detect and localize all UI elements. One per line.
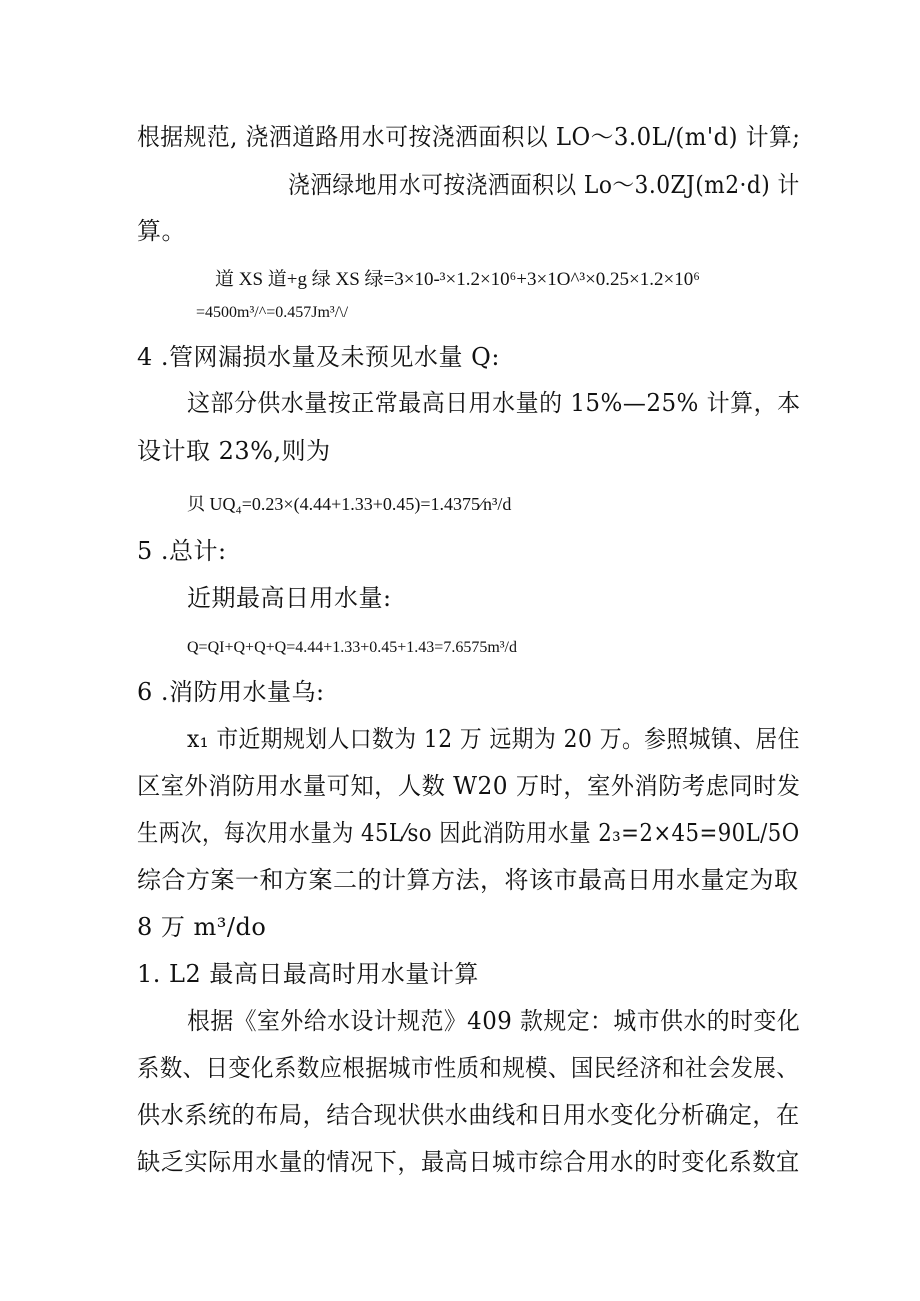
text-line: 生两次，每次用水量为 45L⁄so 因此消防用水量 2₃=2×45=90L/5O	[137, 819, 800, 847]
text-line: 算。	[137, 217, 186, 245]
section-heading: 6 .消防用水量乌:	[137, 678, 325, 706]
text-line: 设计取 23%,则为	[137, 437, 331, 465]
text-line: x₁ 市近期规划人口数为 12 万 远期为 20 万。参照城镇、居住	[187, 725, 800, 753]
text-line: 缺乏实际用水量的情况下，最高日城市综合用水的时变化系数宜	[137, 1148, 800, 1176]
formula-line: 道 XS 道+g 绿 XS 绿=3×10-³×1.2×10⁶+3×1O^³×0.25×1.2×10⁶	[215, 269, 700, 290]
section-heading: 4 .管网漏损水量及未预见水量 Q:	[137, 343, 500, 371]
text-line: 近期最高日用水量:	[187, 584, 392, 612]
text-line: 供水系统的布局，结合现状供水曲线和日用水变化分析确定，在	[137, 1101, 800, 1129]
section-heading: 5 .总计:	[137, 537, 227, 565]
formula-line: Q=QI+Q+Q+Q=4.44+1.33+0.45+1.43=7.6575m³/d	[187, 639, 517, 656]
text-line: 系数、日变化系数应根据城市性质和规模、国民经济和社会发展、	[137, 1054, 800, 1082]
text-line: 这部分供水量按正常最高日用水量的 15%—25% 计算，本	[187, 389, 801, 417]
text-line: 浇洒绿地用水可按浇洒面积以 Lo～3.0ZJ(m2·d) 计	[288, 171, 800, 199]
text-line: 根据规范, 浇洒道路用水可按浇洒面积以 LO～3.0L/(m'd) 计算;	[137, 123, 801, 151]
text-line: 根据《室外给水设计规范》409 款规定：城市供水的时变化	[187, 1007, 801, 1035]
text-line: 8 万 m³/do	[137, 913, 267, 941]
text-line: 综合方案一和方案二的计算方法，将该市最高日用水量定为取	[137, 866, 799, 894]
formula-line: =4500m³/^=0.457Jm³/\/	[196, 304, 349, 321]
text-line: 区室外消防用水量可知，人数 W20 万时，室外消防考虑同时发	[137, 772, 801, 800]
section-heading: 1. L2 最高日最高时用水量计算	[137, 960, 479, 988]
formula-line: 贝 UQ₄=0.23×(4.44+1.33+0.45)=1.4375⁄n³/d	[187, 494, 512, 514]
